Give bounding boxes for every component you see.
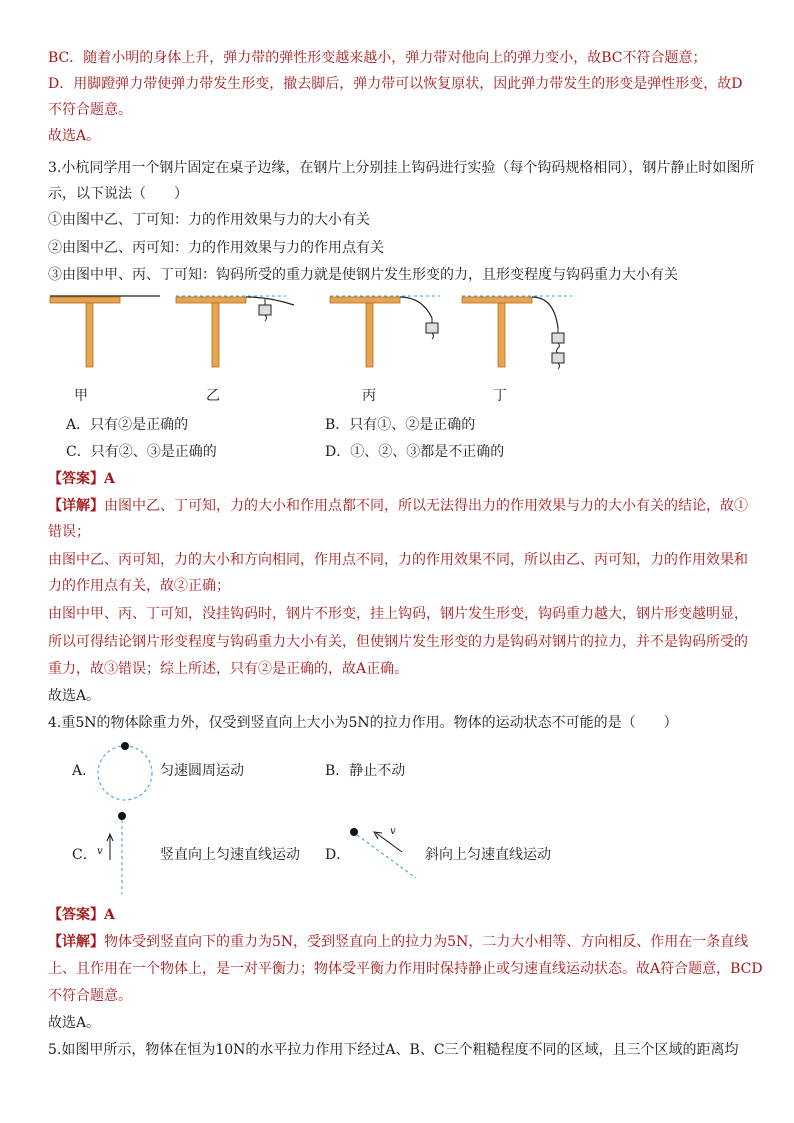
explain-text: 由图中乙、丁可知，力的大小和作用点都不同，所以无法得出力的作用效果与力的大小有关的结论，故① — [104, 498, 748, 514]
q4-option-d-text: 斜向上匀速直线运动 — [425, 847, 551, 863]
explain-text: 物体受到竖直向下的重力为5N，受到竖直向上的拉力为5N，二力大小相等、方向相反、作用在一条直线 — [104, 934, 749, 950]
q4-choose: 故选A。 — [48, 1015, 101, 1031]
q4-c-velocity-label: v — [97, 846, 103, 857]
q4-option-b: B．静止不动 — [325, 763, 406, 779]
q3-explain-line-5: 由图中甲、丙、丁可知，没挂钩码时，钢片不形变，挂上钩码，钢片发生形变，钩码重力越大，钢片形变越明显， — [48, 606, 748, 622]
figure-yi — [176, 296, 294, 367]
q3-explain-line-1 — [48, 497, 748, 515]
fig-label-ding: 丁 — [493, 388, 507, 404]
figure-bing — [330, 296, 440, 367]
explain-label: 【详解】 — [48, 934, 104, 950]
q4-option-d-letter: D． — [325, 847, 351, 863]
q4-d-velocity-label: v — [390, 826, 396, 837]
q3-option-b: B．只有①、②是正确的 — [325, 417, 476, 433]
q3-explain-line-2: 错误； — [48, 524, 90, 540]
fig-label-bing: 丙 — [362, 388, 376, 404]
q4-option-c-text: 竖直向上匀速直线运动 — [160, 847, 300, 863]
q3-option-c: C．只有②、③是正确的 — [66, 444, 217, 460]
q4-option-a-letter: A． — [72, 763, 97, 779]
q5-stem: 5.如图甲所示，物体在恒为10N的水平拉力作用下经过A、B、C三个粗糙程度不同的区域，且三个区域的距离均 — [48, 1042, 739, 1058]
q4-option-c-letter: C． — [72, 847, 97, 863]
fig-label-jia: 甲 — [74, 388, 88, 404]
q2-explain-line-2: D．用脚蹬弹力带使弹力带发生形变，撤去脚后，弹力带可以恢复原状，因此弹力带发生的形变是弹性形变，故D — [48, 76, 743, 92]
q3-statement-3: ③由图中甲、丙、丁可知：钩码所受的重力就是使钢片发生形变的力，且形变程度与钩码重力大小有关 — [48, 267, 678, 283]
q3-option-a: A．只有②是正确的 — [66, 417, 189, 433]
q3-stem-line-2: 示，以下说法（ ） — [48, 186, 188, 202]
q2-explain-line-3: 不符合题意。 — [48, 102, 132, 118]
q3-explain-line-7: 重力，故③错误；综上所述，只有②是正确的，故A正确。 — [48, 661, 409, 677]
q4-oblique-motion-figure — [342, 822, 422, 882]
q2-explain-line-1: BC．随着小明的身体上升，弹力带的弹性形变越来越小，弹力带对他向上的弹力变小，故BC不符合题意； — [48, 50, 707, 66]
q3-choose: 故选A。 — [48, 688, 101, 704]
q4-answer: 【答案】A — [48, 907, 115, 923]
q3-stem-line-1: 3.小杭同学用一个钢片固定在桌子边缘，在钢片上分别挂上钩码进行实验（每个钩码规格相同），钢片静止时如图所 — [48, 160, 755, 176]
q3-explain-line-4: 力的作用点有关，故②正确； — [48, 578, 230, 594]
q3-option-d: D．①、②、③都是不正确的 — [325, 444, 505, 460]
q4-explain-line-3: 不符合题意。 — [48, 988, 132, 1004]
figure-ding — [462, 296, 572, 369]
fig-label-yi: 乙 — [206, 388, 220, 404]
q3-statement-1: ①由图中乙、丁可知：力的作用效果与力的大小有关 — [48, 212, 370, 228]
q2-choose: 故选A。 — [48, 128, 101, 144]
q3-answer: 【答案】A — [48, 471, 115, 487]
q4-circle-motion-figure — [90, 740, 160, 802]
q4-stem: 4.重5N的物体除重力外，仅受到竖直向上大小为5N的拉力作用。物体的运动状态不可能的是（ ） — [48, 715, 678, 731]
q4-option-a-text: 匀速圆周运动 — [160, 763, 244, 779]
q3-steel-strip-figure — [40, 288, 600, 408]
q3-statement-2: ②由图中乙、丙可知：力的作用效果与力的作用点有关 — [48, 240, 384, 256]
q3-explain-line-6: 所以可得结论钢片形变程度与钩码重力大小有关，但使钢片发生形变的力是钩码对钢片的拉力，并不是钩码所受的 — [48, 634, 748, 650]
figure-jia — [50, 296, 160, 367]
q3-explain-line-3: 由图中乙、丙可知，力的大小和方向相同，作用点不同，力的作用效果不同，所以由乙、丙可知，力的作用效果和 — [48, 552, 748, 568]
q4-explain-line-2: 上、且作用在一个物体上，是一对平衡力；物体受平衡力作用时保持静止或匀速直线运动状态。故A符合题意，BCD — [48, 961, 763, 977]
q4-explain-line-1 — [48, 933, 748, 951]
explain-label: 【详解】 — [48, 498, 104, 514]
q4-vertical-motion-figure — [92, 808, 132, 896]
